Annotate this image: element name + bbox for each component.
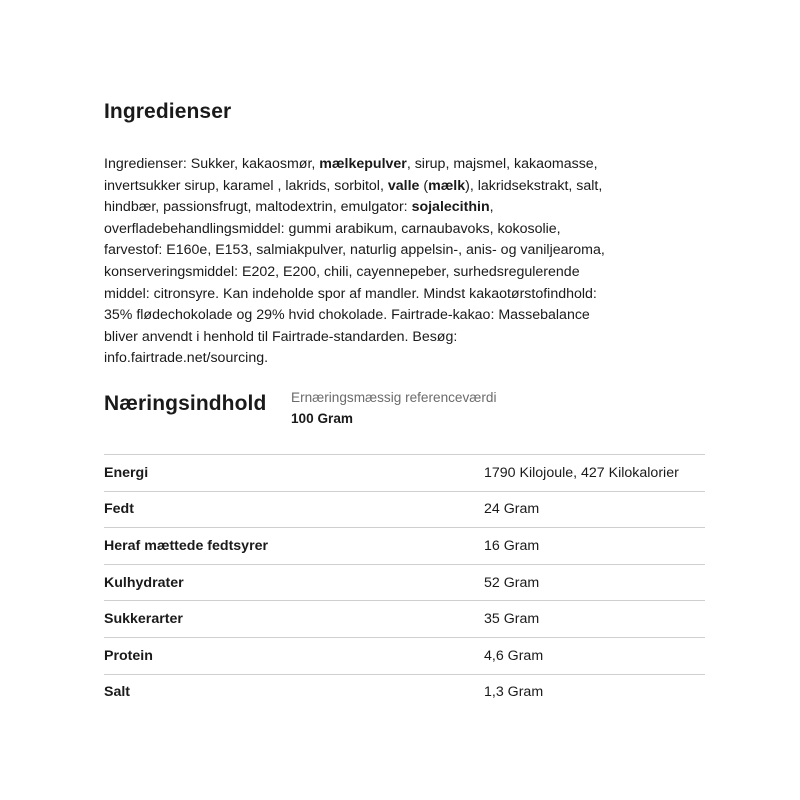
ingredients-text-segment: , sirup, majsmel, kakaomasse, invertsukker sirup, karamel , lakrids, sorbitol, (104, 156, 598, 194)
nutrition-heading: Næringsindhold (104, 391, 267, 415)
table-row (104, 491, 705, 528)
reference-label: Ernæringsmæssig referenceværdi (291, 389, 497, 405)
nutrient-name: Fedt (104, 501, 134, 518)
nutrient-value: 1,3 Gram (484, 684, 544, 701)
reference-amount: 100 Gram (291, 410, 353, 426)
nutrient-name: Energi (104, 464, 149, 481)
allergen-milk: mælk (428, 177, 466, 194)
nutrition-header (104, 388, 704, 454)
nutrient-value: 1790 Kilojoule, 427 Kilokalorier (484, 464, 679, 481)
ingredients-text-segment: Ingredienser: Sukker, kakaosmør, (104, 156, 320, 172)
nutrient-value: 4,6 Gram (484, 647, 544, 664)
nutrient-value: 16 Gram (484, 537, 540, 554)
nutrient-name: Heraf mættede fedtsyrer (104, 537, 269, 554)
nutrient-name: Kulhydrater (104, 574, 184, 591)
allergen-soy-lecithin: sojalecithin (411, 199, 490, 216)
table-row (104, 528, 705, 565)
allergen-milk-powder: mælkepulver (319, 156, 407, 172)
table-row (104, 601, 705, 638)
table-row (104, 454, 705, 491)
nutrient-value: 52 Gram (484, 574, 540, 591)
nutrient-name: Sukkerarter (104, 611, 183, 628)
nutrient-value: 24 Gram (484, 501, 540, 518)
nutrient-name: Salt (104, 684, 131, 701)
reference-block (291, 388, 497, 430)
table-row (104, 637, 705, 674)
table-row (104, 674, 705, 710)
ingredients-text-segment: ( (419, 177, 429, 194)
table-row (104, 564, 705, 601)
ingredients-heading: Ingredienser (104, 100, 232, 123)
ingredients-text-segment: ), lakridsekstrakt, salt, hindbær, passionsfrugt, maltodextrin, emulgator: (104, 177, 603, 216)
nutrient-value: 35 Gram (484, 611, 540, 628)
product-info (104, 100, 704, 710)
nutrition-table (104, 454, 705, 710)
allergen-whey: valle (387, 177, 420, 194)
ingredients-text (104, 154, 614, 370)
nutrient-name: Protein (104, 647, 153, 664)
ingredients-text-segment: , overfladebehandlingsmiddel: gummi arabikum, carnaubavoks, kokosolie, farvestof: E160e, E153, salmiakpulver, naturlig appelsin-, anis- og vaniljearoma, konserveringsmiddel: E202, E200, chili, cayennepeber, surhedsregulerende middel: citronsyre. Kan indeholde spor af mandler. Mindst kakaotørstofindhold: 35% flødechokolade og 29% hvid chokolade. Fairtrade-kakao: Massebalance bliver anvendt i henhold til Fairtrade-standarden. Besøg: info.fairtrade.net/sourcing. (104, 199, 605, 367)
